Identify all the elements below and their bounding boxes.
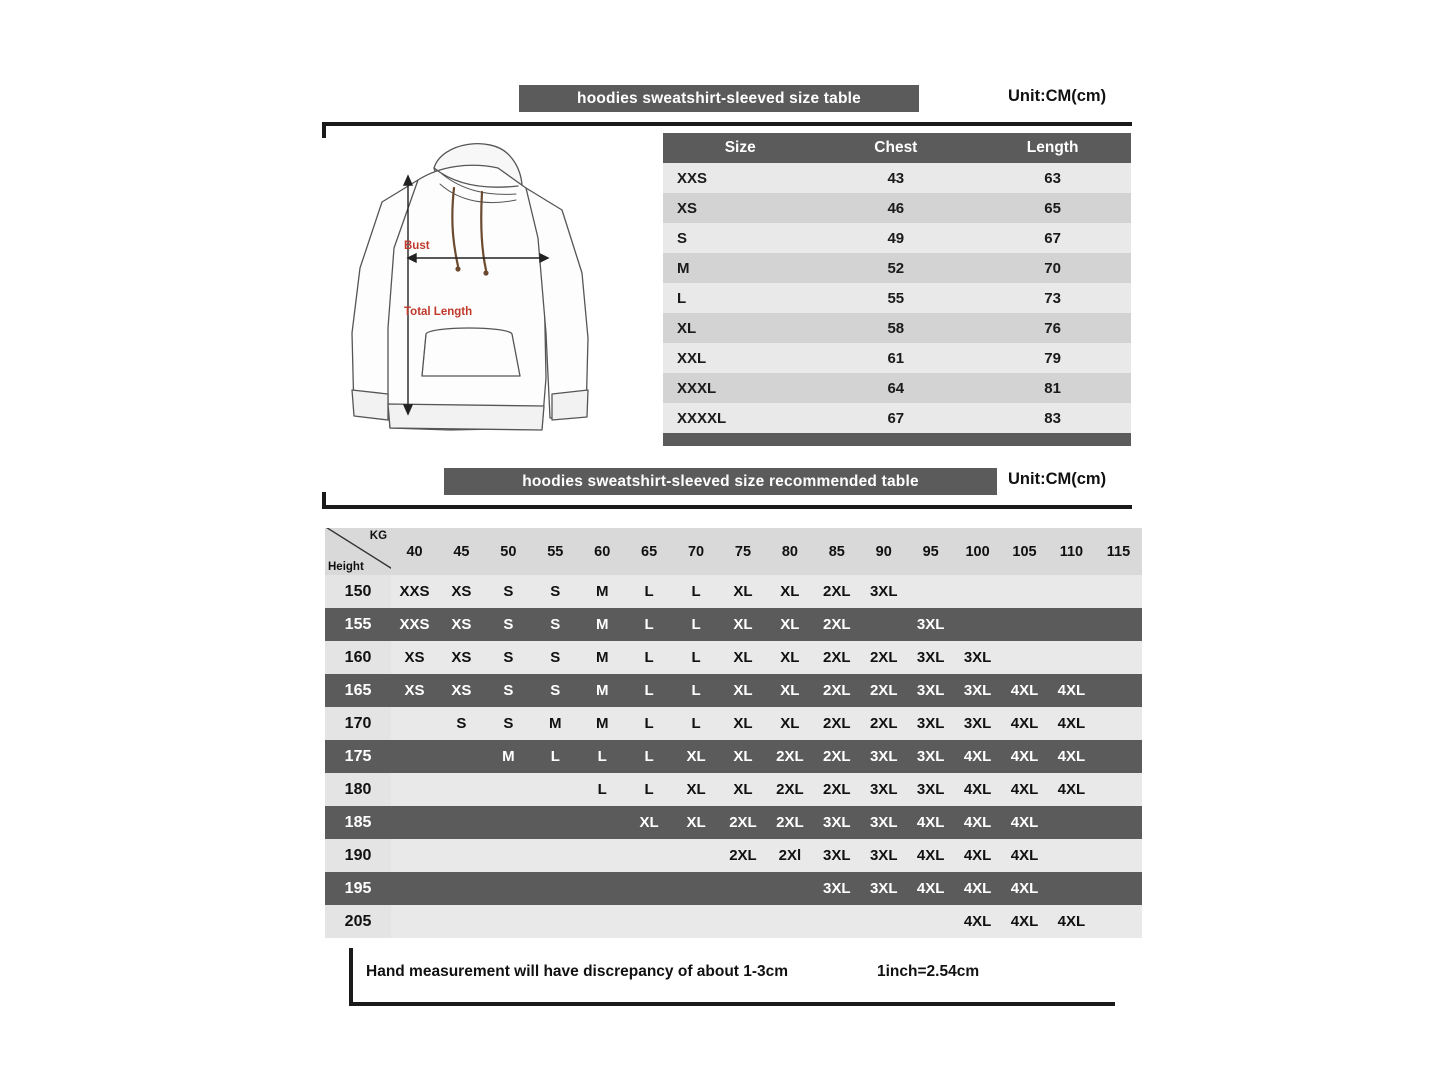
row-height: 150 xyxy=(325,575,391,608)
total-length-label: Total Length xyxy=(404,306,473,318)
size-cell xyxy=(579,905,626,938)
size-cell: 4XL xyxy=(1001,674,1048,707)
title-banner: hoodies sweatshirt-sleeved size table xyxy=(519,85,919,112)
size-cell xyxy=(1095,773,1142,806)
footer-rule xyxy=(349,1002,1115,1006)
hand-measurement-note: Hand measurement will have discrepancy of about 1-3cm xyxy=(366,963,789,980)
size-cell: 4XL xyxy=(954,905,1001,938)
size-cell xyxy=(438,740,485,773)
weight-header: 50 xyxy=(485,528,532,575)
cell-chest: 55 xyxy=(817,283,974,313)
weight-header: 70 xyxy=(673,528,720,575)
size-cell xyxy=(485,773,532,806)
size-cell: 2XL xyxy=(813,674,860,707)
size-cell xyxy=(1048,608,1095,641)
size-cell: M xyxy=(532,707,579,740)
size-cell: XL xyxy=(720,740,767,773)
row-height: 205 xyxy=(325,905,391,938)
size-cell xyxy=(673,839,720,872)
row-height: 165 xyxy=(325,674,391,707)
size-cell: XS xyxy=(438,608,485,641)
cell-length: 81 xyxy=(974,373,1131,403)
size-cell xyxy=(766,905,813,938)
size-cell xyxy=(860,608,907,641)
weight-header: 85 xyxy=(813,528,860,575)
size-cell: 2XL xyxy=(813,773,860,806)
size-cell xyxy=(438,806,485,839)
hoodie-svg xyxy=(330,128,630,448)
size-cell xyxy=(626,905,673,938)
recommend-divider-rule xyxy=(322,505,1132,509)
size-cell: 3XL xyxy=(860,773,907,806)
size-cell: XS xyxy=(438,674,485,707)
size-cell: XL xyxy=(673,740,720,773)
size-cell xyxy=(532,806,579,839)
cell-size: XXXL xyxy=(663,373,817,403)
size-cell: S xyxy=(485,575,532,608)
cell-chest: 52 xyxy=(817,253,974,283)
size-cell xyxy=(1095,608,1142,641)
table-row xyxy=(663,253,1131,283)
size-cell: L xyxy=(673,641,720,674)
cell-size: L xyxy=(663,283,817,313)
size-cell: 3XL xyxy=(860,575,907,608)
size-table xyxy=(663,133,1131,446)
size-cell xyxy=(1048,641,1095,674)
size-cell: XL xyxy=(766,608,813,641)
cell-length: 79 xyxy=(974,343,1131,373)
size-cell: 3XL xyxy=(907,707,954,740)
cell-length: 83 xyxy=(974,403,1131,433)
size-cell: XL xyxy=(626,806,673,839)
size-cell: 3XL xyxy=(860,740,907,773)
size-cell xyxy=(1095,575,1142,608)
size-cell xyxy=(1095,740,1142,773)
cell-length: 65 xyxy=(974,193,1131,223)
size-cell: 4XL xyxy=(1048,905,1095,938)
size-cell: 2XL xyxy=(813,641,860,674)
size-table-footer-bar xyxy=(663,433,1131,446)
size-cell: 3XL xyxy=(954,674,1001,707)
cell-length: 63 xyxy=(974,163,1131,193)
row-height: 175 xyxy=(325,740,391,773)
size-cell: L xyxy=(626,674,673,707)
unit-label-top: Unit:CM(cm) xyxy=(1008,87,1107,105)
table-row xyxy=(663,373,1131,403)
size-cell: 3XL xyxy=(954,707,1001,740)
size-cell: 3XL xyxy=(907,674,954,707)
top-divider-rule xyxy=(322,122,1132,126)
row-height: 190 xyxy=(325,839,391,872)
size-cell: XS xyxy=(391,641,438,674)
size-cell: 2XL xyxy=(813,707,860,740)
size-cell: 4XL xyxy=(1001,806,1048,839)
size-cell: L xyxy=(673,608,720,641)
top-divider-tick-left xyxy=(322,122,326,138)
size-cell xyxy=(1048,839,1095,872)
table-row xyxy=(325,905,1142,938)
size-cell xyxy=(438,839,485,872)
table-row xyxy=(325,872,1142,905)
size-cell xyxy=(391,707,438,740)
table-row xyxy=(663,313,1131,343)
table-row xyxy=(325,608,1142,641)
table-row xyxy=(325,707,1142,740)
weight-header: 110 xyxy=(1048,528,1095,575)
unit-label-bottom: Unit:CM(cm) xyxy=(1008,470,1107,488)
size-cell xyxy=(1095,839,1142,872)
size-cell: L xyxy=(626,773,673,806)
size-cell xyxy=(485,806,532,839)
table-row xyxy=(325,641,1142,674)
size-cell xyxy=(1095,641,1142,674)
corner-height-label: Height xyxy=(328,561,364,573)
recommend-header-row xyxy=(325,528,1142,575)
recommend-banner: hoodies sweatshirt-sleeved size recommended table xyxy=(444,468,997,495)
size-cell: 2XL xyxy=(766,773,813,806)
row-height: 180 xyxy=(325,773,391,806)
weight-header: 75 xyxy=(720,528,767,575)
size-cell xyxy=(626,839,673,872)
size-cell xyxy=(1095,905,1142,938)
size-cell xyxy=(1048,575,1095,608)
size-cell: 4XL xyxy=(1048,773,1095,806)
size-cell: XL xyxy=(766,641,813,674)
size-cell: M xyxy=(579,674,626,707)
size-cell xyxy=(720,905,767,938)
row-height: 160 xyxy=(325,641,391,674)
weight-header: 115 xyxy=(1095,528,1142,575)
size-cell: XL xyxy=(720,674,767,707)
size-cell: 3XL xyxy=(907,773,954,806)
size-cell: 4XL xyxy=(954,839,1001,872)
size-cell xyxy=(860,905,907,938)
size-table-header-length: Length xyxy=(974,133,1131,163)
size-cell xyxy=(532,872,579,905)
size-cell: 4XL xyxy=(954,872,1001,905)
size-cell xyxy=(391,740,438,773)
size-cell xyxy=(766,872,813,905)
table-row xyxy=(663,403,1131,433)
size-cell: 4XL xyxy=(1048,707,1095,740)
row-height: 185 xyxy=(325,806,391,839)
size-cell: M xyxy=(579,575,626,608)
inch-conversion-note: 1inch=2.54cm xyxy=(877,963,980,980)
size-cell: 3XL xyxy=(907,740,954,773)
size-cell xyxy=(720,872,767,905)
size-cell xyxy=(673,905,720,938)
size-cell: 4XL xyxy=(1001,707,1048,740)
size-cell: 2XL xyxy=(813,740,860,773)
size-cell xyxy=(579,872,626,905)
size-cell: L xyxy=(532,740,579,773)
size-cell: XL xyxy=(766,575,813,608)
size-cell: 2XL xyxy=(813,608,860,641)
size-cell xyxy=(907,575,954,608)
size-cell: 3XL xyxy=(813,839,860,872)
weight-header: 100 xyxy=(954,528,1001,575)
size-cell xyxy=(1001,641,1048,674)
size-cell: M xyxy=(579,608,626,641)
weight-header: 65 xyxy=(626,528,673,575)
size-cell: L xyxy=(626,575,673,608)
cell-chest: 43 xyxy=(817,163,974,193)
weight-header: 45 xyxy=(438,528,485,575)
size-cell: S xyxy=(532,608,579,641)
size-cell: L xyxy=(626,707,673,740)
size-cell: 3XL xyxy=(860,806,907,839)
size-cell: M xyxy=(579,641,626,674)
size-table-header-size: Size xyxy=(663,133,817,163)
size-cell: 2XL xyxy=(720,806,767,839)
cell-length: 73 xyxy=(974,283,1131,313)
size-cell xyxy=(813,905,860,938)
table-row xyxy=(663,343,1131,373)
size-cell: 2XL xyxy=(860,707,907,740)
table-row xyxy=(663,193,1131,223)
table-row xyxy=(663,283,1131,313)
size-cell: 4XL xyxy=(954,773,1001,806)
size-cell: XL xyxy=(673,773,720,806)
size-cell: XS xyxy=(391,674,438,707)
size-cell: M xyxy=(485,740,532,773)
size-cell: 3XL xyxy=(907,608,954,641)
size-cell: XL xyxy=(720,773,767,806)
size-table-header-row xyxy=(663,133,1131,163)
size-cell xyxy=(438,905,485,938)
table-row xyxy=(325,575,1142,608)
size-cell: 4XL xyxy=(907,806,954,839)
cell-chest: 61 xyxy=(817,343,974,373)
size-cell: 4XL xyxy=(1048,740,1095,773)
cell-length: 67 xyxy=(974,223,1131,253)
size-cell: 4XL xyxy=(954,740,1001,773)
size-cell xyxy=(532,839,579,872)
size-cell xyxy=(579,839,626,872)
cell-length: 70 xyxy=(974,253,1131,283)
size-cell xyxy=(532,905,579,938)
size-cell: XL xyxy=(766,707,813,740)
size-cell: L xyxy=(673,575,720,608)
size-cell xyxy=(1095,872,1142,905)
size-cell: 2XL xyxy=(720,839,767,872)
size-cell: XL xyxy=(720,608,767,641)
recommend-divider-tick-left xyxy=(322,492,326,509)
size-cell: 3XL xyxy=(813,806,860,839)
weight-header: 80 xyxy=(766,528,813,575)
size-table-header-chest: Chest xyxy=(817,133,974,163)
size-cell xyxy=(485,872,532,905)
size-cell xyxy=(391,905,438,938)
size-cell: L xyxy=(626,608,673,641)
corner-header xyxy=(325,528,391,575)
size-cell: XXS xyxy=(391,608,438,641)
size-cell: 4XL xyxy=(1001,839,1048,872)
size-cell: 3XL xyxy=(860,839,907,872)
weight-header: 55 xyxy=(532,528,579,575)
size-cell: XL xyxy=(720,707,767,740)
size-cell: XL xyxy=(720,641,767,674)
cell-size: XL xyxy=(663,313,817,343)
size-cell xyxy=(438,773,485,806)
size-cell xyxy=(579,806,626,839)
weight-header: 90 xyxy=(860,528,907,575)
size-cell: S xyxy=(485,641,532,674)
size-cell: 3XL xyxy=(907,641,954,674)
size-cell xyxy=(1095,674,1142,707)
size-cell xyxy=(1095,806,1142,839)
row-height: 195 xyxy=(325,872,391,905)
size-cell xyxy=(532,773,579,806)
size-cell xyxy=(1001,608,1048,641)
size-cell: XL xyxy=(766,674,813,707)
size-cell: S xyxy=(485,608,532,641)
size-cell xyxy=(391,773,438,806)
recommend-table xyxy=(325,528,1142,938)
size-cell: 3XL xyxy=(813,872,860,905)
cell-size: S xyxy=(663,223,817,253)
size-cell: 2Xl xyxy=(766,839,813,872)
size-cell: S xyxy=(532,575,579,608)
size-cell: 4XL xyxy=(1001,773,1048,806)
size-cell: L xyxy=(626,641,673,674)
size-cell xyxy=(907,905,954,938)
hoodie-illustration xyxy=(330,128,630,448)
table-row xyxy=(325,740,1142,773)
size-cell: 4XL xyxy=(954,806,1001,839)
size-cell: XS xyxy=(438,641,485,674)
cell-chest: 58 xyxy=(817,313,974,343)
size-cell: L xyxy=(673,707,720,740)
size-cell: 4XL xyxy=(907,872,954,905)
size-cell: S xyxy=(485,707,532,740)
cell-size: M xyxy=(663,253,817,283)
size-cell: 4XL xyxy=(1048,674,1095,707)
size-cell xyxy=(1048,872,1095,905)
row-height: 155 xyxy=(325,608,391,641)
cell-size: XXL xyxy=(663,343,817,373)
size-cell xyxy=(954,575,1001,608)
size-cell xyxy=(626,872,673,905)
size-cell: L xyxy=(579,773,626,806)
size-cell: 3XL xyxy=(860,872,907,905)
size-cell xyxy=(1095,707,1142,740)
size-cell xyxy=(1048,806,1095,839)
size-cell: 4XL xyxy=(907,839,954,872)
size-cell: XXS xyxy=(391,575,438,608)
size-cell xyxy=(438,872,485,905)
cell-chest: 67 xyxy=(817,403,974,433)
table-row xyxy=(325,806,1142,839)
weight-header: 40 xyxy=(391,528,438,575)
table-row xyxy=(325,773,1142,806)
size-cell: S xyxy=(532,674,579,707)
cell-chest: 64 xyxy=(817,373,974,403)
size-cell xyxy=(1001,575,1048,608)
size-cell xyxy=(391,872,438,905)
size-cell: 3XL xyxy=(954,641,1001,674)
size-cell: 4XL xyxy=(1001,740,1048,773)
size-cell xyxy=(485,839,532,872)
table-row xyxy=(325,674,1142,707)
size-cell: 2XL xyxy=(860,641,907,674)
table-row xyxy=(325,839,1142,872)
size-cell: L xyxy=(626,740,673,773)
weight-header: 60 xyxy=(579,528,626,575)
footer-tick-left xyxy=(349,948,353,1006)
size-cell: S xyxy=(438,707,485,740)
size-cell: 2XL xyxy=(766,740,813,773)
cell-chest: 49 xyxy=(817,223,974,253)
bust-label: Bust xyxy=(404,240,430,252)
size-cell: XS xyxy=(438,575,485,608)
cell-size: XXXXL xyxy=(663,403,817,433)
size-cell: L xyxy=(579,740,626,773)
weight-header: 105 xyxy=(1001,528,1048,575)
size-cell: S xyxy=(532,641,579,674)
cell-size: XS xyxy=(663,193,817,223)
table-row xyxy=(663,163,1131,193)
size-cell: XL xyxy=(673,806,720,839)
size-cell: 4XL xyxy=(1001,872,1048,905)
size-cell xyxy=(391,806,438,839)
size-cell: L xyxy=(673,674,720,707)
table-row xyxy=(663,223,1131,253)
cell-size: XXS xyxy=(663,163,817,193)
size-cell xyxy=(673,872,720,905)
size-cell xyxy=(485,905,532,938)
row-height: 170 xyxy=(325,707,391,740)
cell-length: 76 xyxy=(974,313,1131,343)
size-cell: 2XL xyxy=(766,806,813,839)
size-cell: 4XL xyxy=(1001,905,1048,938)
size-cell xyxy=(954,608,1001,641)
weight-header: 95 xyxy=(907,528,954,575)
size-cell: S xyxy=(485,674,532,707)
size-cell: XL xyxy=(720,575,767,608)
size-cell xyxy=(391,839,438,872)
footer-bar-cell xyxy=(663,433,1131,446)
cell-chest: 46 xyxy=(817,193,974,223)
corner-kg-label: KG xyxy=(369,530,388,542)
size-cell: 2XL xyxy=(860,674,907,707)
size-cell: M xyxy=(579,707,626,740)
size-cell: 2XL xyxy=(813,575,860,608)
